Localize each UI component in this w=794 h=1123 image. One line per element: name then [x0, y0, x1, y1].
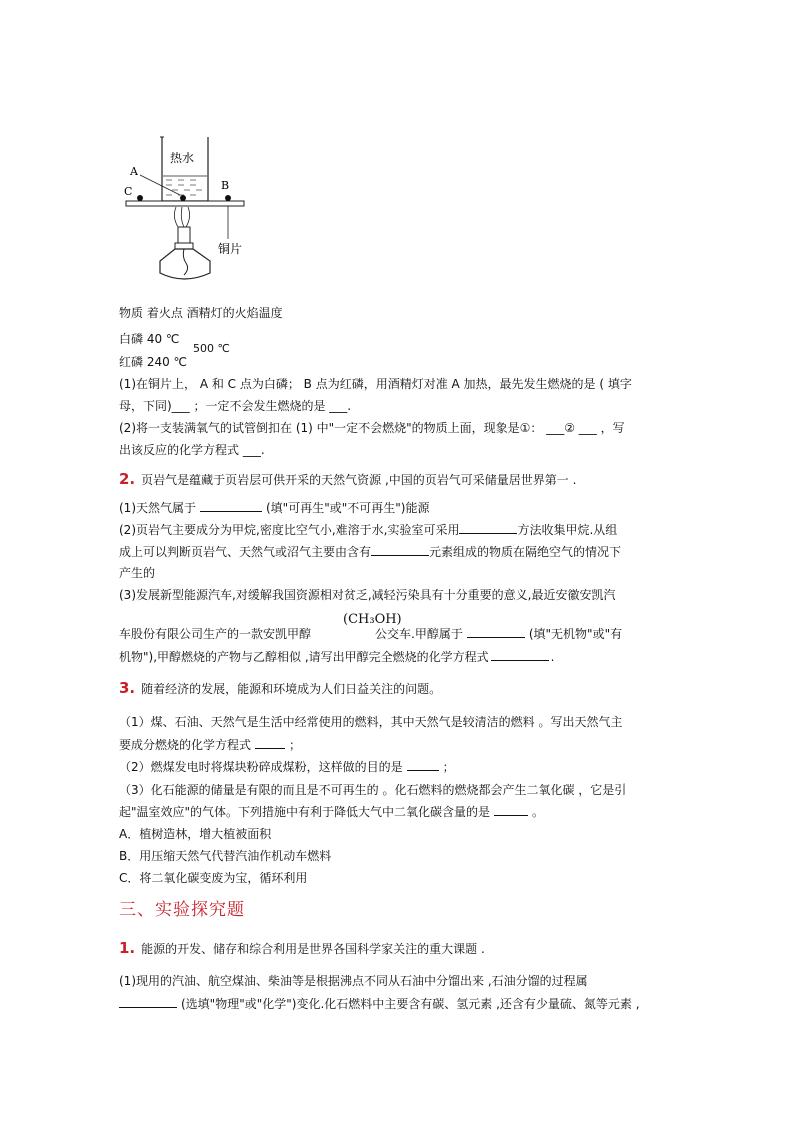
label-c: C	[124, 185, 133, 198]
q2-line-3: 成上可以判断页岩气、天然气或沼气主要由含有 元素组成的物质在隔绝空气的情况下	[119, 545, 622, 559]
q1-line-4: 出该反应的化学方程式 ___.	[119, 443, 265, 457]
q2-line-4: 产生的	[119, 566, 156, 580]
table-row-white-phosphorus: 白磷 40 ℃	[119, 332, 180, 346]
q2-title: 2. 页岩气是蕴藏于页岩层可供开采的天然气资源 ,中国的页岩气可采储量居世界第一 .	[119, 470, 577, 488]
q3-title: 3. 随着经济的发展，能源和环境成为人们日益关注的问题。	[119, 679, 442, 697]
q3-option-b: B．用压缩天然气代替汽油作机动车燃料	[119, 849, 332, 863]
table-header: 物质 着火点 酒精灯的火焰温度	[119, 306, 283, 320]
q1-line-3: (2)将一支装满氧气的试管倒扣在 (1) 中"一定不会燃烧"的物质上面，现象是①： ___② ___ ，写	[119, 421, 625, 435]
label-a: A	[130, 165, 138, 178]
q4-line-2: (选填"物理"或"化学")变化.化石燃料中主要含有碳、氢元素 ,还含有少量硫、氮等元素 ,	[119, 996, 640, 1012]
q3-option-a: A．植树造林，增大植被面积	[119, 827, 272, 841]
q2-line-5: (3)发展新型能源汽车,对缓解我国资源相对贫乏,减轻污染具有十分重要的意义,最近安徽安凯汽	[119, 588, 616, 602]
q3-line-2: 要成分燃烧的化学方程式 ；	[119, 738, 302, 752]
q2-line-6: 车股份有限公司生产的一款安凯甲醇 公交车.甲醇属于 (填"无机物"或"有	[119, 627, 623, 641]
q3-line-4: （3）化石能源的储量是有限的而且是不可再生的 。化石燃料的燃烧都会产生二氧化碳 ，它是引	[119, 783, 627, 797]
q4-title: 1. 能源的开发、储存和综合利用是世界各国科学家关注的重大课题 .	[119, 939, 485, 957]
q1-line-2: 母，下同)___ ；一定不会发生燃烧的是 ___.	[119, 399, 352, 413]
methanol-formula: (CH₃OH)	[343, 612, 402, 627]
flame-temperature: 500 ℃	[193, 342, 230, 355]
experiment-figure	[120, 135, 250, 295]
copper-label: 铜片	[218, 242, 243, 256]
q3-line-5: 起"温室效应"的气体。下列措施中有利于降低大气中二氧化碳含量的是 。	[119, 805, 545, 819]
label-b: B	[221, 179, 230, 192]
q3-number: 3.	[119, 679, 136, 697]
q1-line-1: (1)在铜片上， A 和 C 点为白磷； B 点为红磷，用酒精灯对准 A 加热，最先发生燃烧的是 ( 填字	[119, 377, 632, 391]
q4-line-1: (1)现用的汽油、航空煤油、柴油等是根据沸点不同从石油中分馏出来 ,石油分馏的过程属	[119, 974, 588, 988]
q3-line-3: （2）燃煤发电时将煤块粉碎成煤粉，这样做的目的是 ；	[119, 760, 455, 774]
q2-line-1: (1)天然气属于 (填"可再生"或"不可再生")能源	[119, 501, 430, 515]
q2-line-2: (2)页岩气主要成分为甲烷,密度比空气小,难溶于水,实验室可采用 方法收集甲烷.从组	[119, 523, 618, 537]
beaker-label: 热水	[170, 151, 195, 165]
q3-line-1: （1）煤、石油、天然气是生活中经常使用的燃料，其中天然气是较清洁的燃料 。写出天然气主	[119, 715, 623, 729]
q2-line-7: 机物"),甲醇燃烧的产物与乙醇相似 ,请写出甲醇完全燃烧的化学方程式 .	[119, 650, 555, 664]
section-heading: 三、实验探究题	[119, 900, 245, 920]
q3-option-c: C．将二氧化碳变废为宝，循环利用	[119, 871, 308, 885]
table-row-red-phosphorus: 红磷 240 ℃	[119, 355, 188, 369]
q4-number: 1.	[119, 939, 136, 957]
q2-number: 2.	[119, 470, 136, 488]
